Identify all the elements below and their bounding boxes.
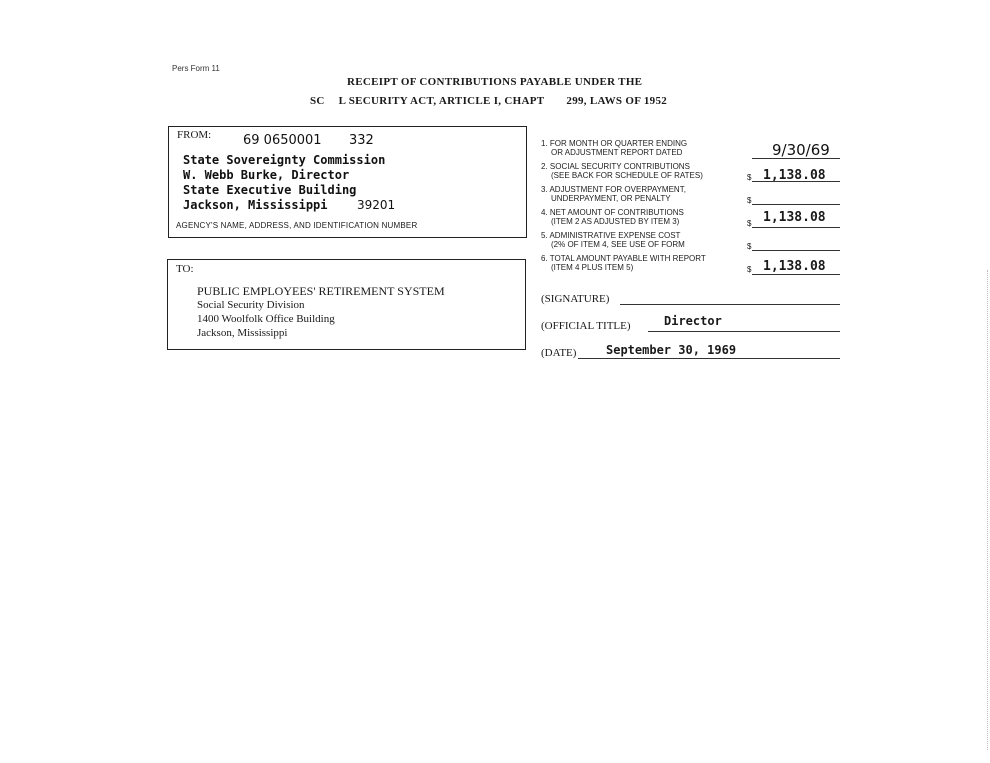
official-title-line — [648, 331, 840, 332]
agency-name: State Sovereignty Commission — [183, 153, 386, 167]
agency-zip: 39201 — [357, 198, 396, 212]
item-4-line — [752, 227, 840, 228]
date-value: September 30, 1969 — [606, 343, 737, 357]
date-line — [578, 358, 840, 359]
item-3-line — [752, 204, 840, 205]
from-box — [168, 126, 527, 238]
official-title-label: (OFFICIAL TITLE) — [541, 320, 631, 332]
item-5-dollar: $ — [747, 242, 752, 251]
item-6-line — [752, 274, 840, 275]
form-number: Pers Form 11 — [172, 64, 220, 73]
form-title-line-1: RECEIPT OF CONTRIBUTIONS PAYABLE UNDER THE — [347, 76, 643, 88]
form-title-part-c: 299, LAWS OF 1952 — [566, 95, 668, 107]
to-line-1: PUBLIC EMPLOYEES' RETIREMENT SYSTEM — [197, 284, 445, 298]
agency-city-state: Jackson, Mississippi — [183, 198, 328, 212]
item-6-value: 1,138.08 — [763, 259, 826, 274]
agency-contact: W. Webb Burke, Director — [183, 168, 350, 182]
to-label: TO: — [176, 263, 194, 275]
item-2-label: 2. SOCIAL SECURITY CONTRIBUTIONS (SEE BACK FOR SCHEDULE OF RATES) — [541, 162, 703, 180]
item-5-label: 5. ADMINISTRATIVE EXPENSE COST (2% OF ITEM 4, SEE USE OF FORM — [541, 231, 685, 249]
item-1-value: 9/30/69 — [772, 141, 830, 159]
agency-caption: AGENCY'S NAME, ADDRESS, AND IDENTIFICATION NUMBER — [176, 221, 418, 230]
to-line-4: Jackson, Mississippi — [197, 327, 288, 339]
form-title-line-2 — [310, 95, 667, 107]
from-label: FROM: — [177, 129, 212, 141]
item-6-label: 6. TOTAL AMOUNT PAYABLE WITH REPORT (ITEM 4 PLUS ITEM 5) — [541, 254, 706, 272]
form-title-part-b: L SECURITY ACT, ARTICLE I, CHAPT — [338, 95, 545, 107]
item-1-line — [752, 158, 840, 159]
item-2-value: 1,138.08 — [763, 168, 826, 183]
scan-edge-artifact — [987, 270, 988, 750]
to-line-2: Social Security Division — [197, 299, 305, 311]
date-label: (DATE) — [541, 347, 577, 359]
to-line-3: 1400 Woolfolk Office Building — [197, 313, 335, 325]
agency-building: State Executive Building — [183, 183, 357, 197]
item-4-label: 4. NET AMOUNT OF CONTRIBUTIONS (ITEM 2 AS ADJUSTED BY ITEM 3) — [541, 208, 684, 226]
signature-label: (SIGNATURE) — [541, 293, 610, 305]
item-2-dollar: $ — [747, 173, 752, 182]
item-6-dollar: $ — [747, 265, 752, 274]
item-3-dollar: $ — [747, 196, 752, 205]
item-4-value: 1,138.08 — [763, 210, 826, 225]
to-box — [167, 259, 526, 350]
item-1-label: 1. FOR MONTH OR QUARTER ENDING OR ADJUSTMENT REPORT DATED — [541, 139, 688, 157]
item-4-dollar: $ — [747, 219, 752, 228]
official-title-value: Director — [664, 314, 722, 328]
agency-id-number: 69 0650001 — [243, 133, 322, 148]
item-5-line — [752, 250, 840, 251]
form-title-part-a: SC — [310, 95, 325, 107]
item-2-line — [752, 181, 840, 182]
signature-line — [620, 304, 840, 305]
item-3-label: 3. ADJUSTMENT FOR OVERPAYMENT, UNDERPAYMENT, OR PENALTY — [541, 185, 686, 203]
agency-id-suffix: 332 — [349, 133, 374, 148]
